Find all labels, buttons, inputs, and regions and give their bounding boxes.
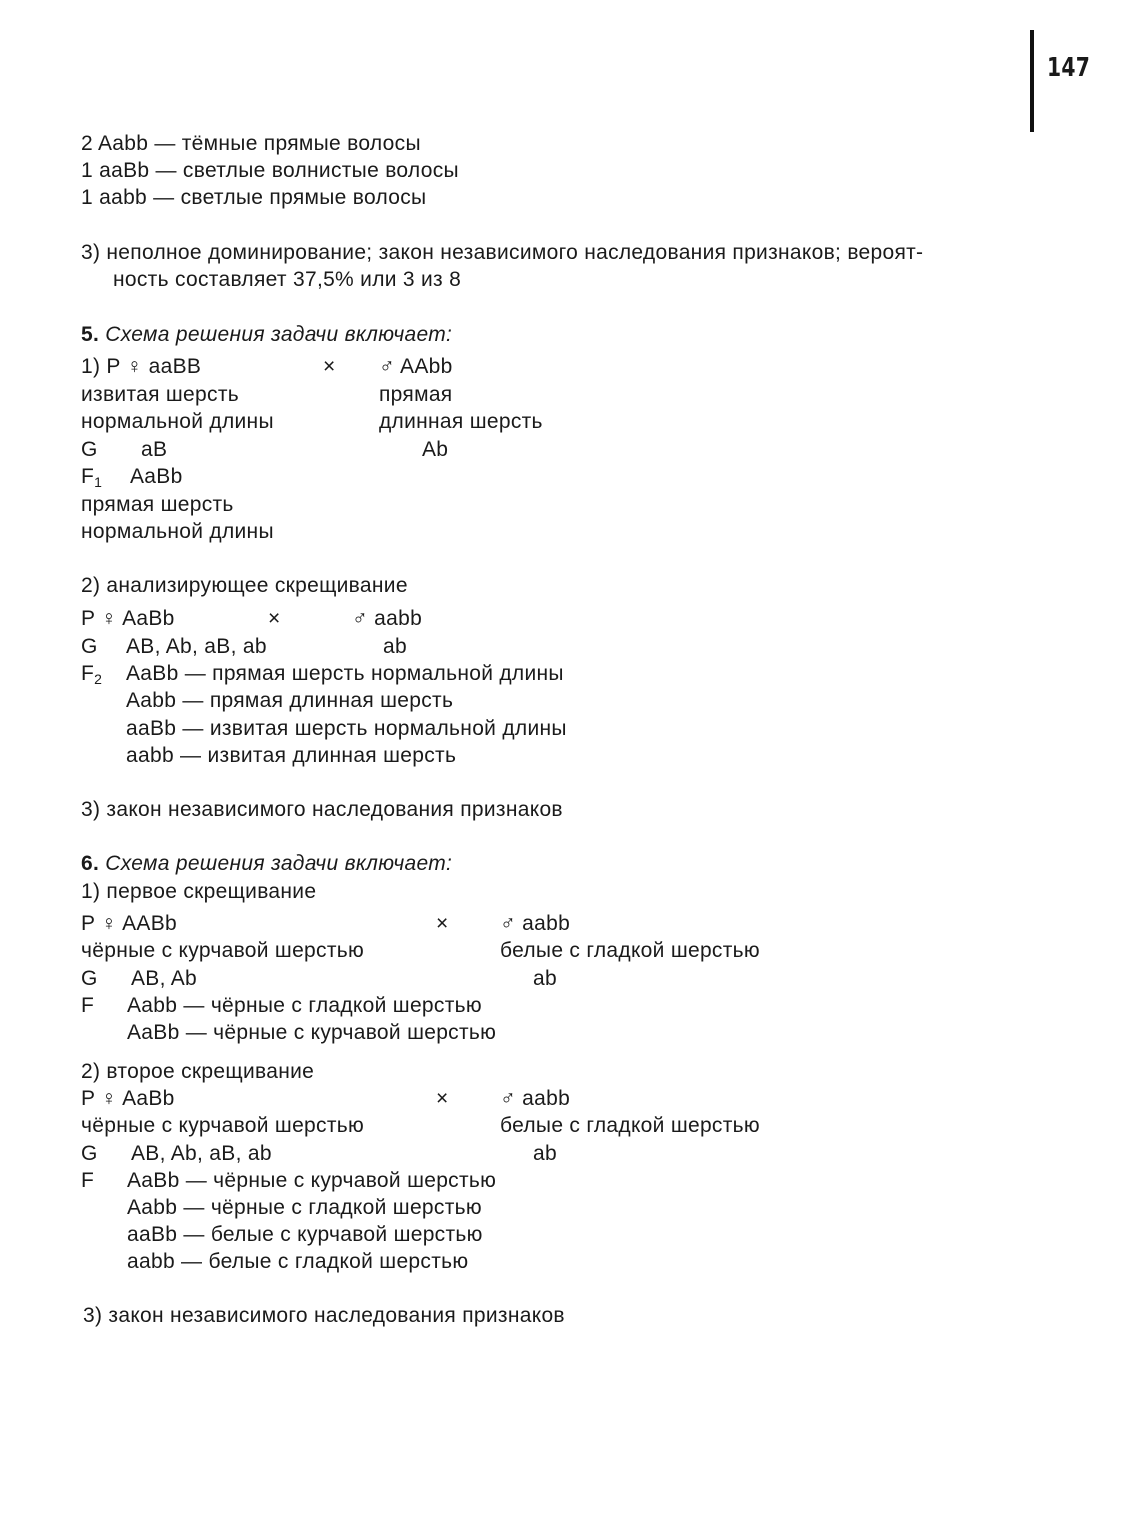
task6-cross2-gametes-left: AB, Ab, aB, ab [131, 1142, 272, 1165]
cross-sign: × [323, 355, 336, 378]
task6-cross2-right-parent: ♂ aabb [500, 1087, 571, 1110]
task5-cross1-gametes-right: Ab [422, 438, 449, 461]
f1-subscript: 1 [94, 474, 103, 490]
task5-cross1-right-trait: длинная шерсть [379, 410, 543, 433]
page-number: 147 [1047, 53, 1091, 83]
offspring-line: aabb — извитая длинная шерсть [126, 744, 457, 767]
cross-sign: × [436, 1087, 449, 1110]
task5-cross1-right-trait: прямая [379, 383, 453, 406]
cross-sign: × [268, 607, 281, 630]
task5-f1-trait: нормальной длины [81, 520, 274, 543]
task6-cross1-gametes-right: ab [533, 967, 557, 990]
task6-heading [81, 853, 452, 874]
task5-cross1-left-parent: 1) P ♀ aaBB [81, 355, 202, 378]
task5-number: 5. [81, 323, 100, 346]
task6-cross2-left-parent: P ♀ AaBb [81, 1087, 175, 1110]
gamete-label: G [81, 635, 98, 658]
task6-cross1-right-parent: ♂ aabb [500, 912, 571, 935]
task5-heading [81, 324, 452, 345]
task6-number: 6. [81, 852, 100, 875]
task6-item2: 2) второе скрещивание [81, 1060, 315, 1083]
task6-cross2-right-trait: белые с гладкой шерстью [500, 1114, 760, 1137]
task5-item2: 2) анализирующее скрещивание [81, 574, 408, 597]
task5-cross1-gametes-left: aB [141, 438, 168, 461]
gamete-label: G [81, 1142, 98, 1165]
intro-item3-line1: 3) неполное доминирование; закон независимого наследования признаков; вероят- [81, 241, 924, 264]
offspring-line: Aabb — чёрные с гладкой шерстью [127, 1196, 482, 1219]
intro-line: 2 Aabb — тёмные прямые волосы [81, 132, 421, 155]
f2-label [81, 662, 103, 687]
task6-cross2-left-trait: чёрные с курчавой шерстью [81, 1114, 365, 1137]
offspring-line: AaBb — прямая шерсть нормальной длины [126, 662, 564, 685]
offspring-line: aaBb — извитая шерсть нормальной длины [126, 717, 567, 740]
intro-line: 1 aaBb — светлые волнистые волосы [81, 159, 459, 182]
task5-cross1-left-trait: нормальной длины [81, 410, 274, 433]
offspring-line: AaBb — чёрные с курчавой шерстью [127, 1169, 497, 1192]
gamete-label: G [81, 967, 98, 990]
task5-item3: 3) закон независимого наследования признаков [81, 798, 563, 821]
task5-cross2-gametes-right: ab [383, 635, 407, 658]
task6-cross1-right-trait: белые с гладкой шерстью [500, 939, 760, 962]
f2-letter: F [81, 662, 95, 685]
task6-cross1-gametes-left: AB, Ab [131, 967, 198, 990]
task6-cross1-left-parent: P ♀ AABb [81, 912, 177, 935]
page-number-rule [1030, 30, 1034, 132]
f-label: F [81, 994, 95, 1017]
task6-item3: 3) закон независимого наследования признаков [83, 1304, 565, 1327]
gamete-label: G [81, 438, 98, 461]
intro-item3-line2: ность составляет 37,5% или 3 из 8 [113, 268, 462, 291]
cross-sign: × [436, 912, 449, 935]
offspring-line: AaBb — чёрные с курчавой шерстью [127, 1021, 497, 1044]
f-label: F [81, 1169, 95, 1192]
task5-f1-genotype: AaBb [130, 465, 183, 488]
task6-heading-text: Схема решения задачи включает: [105, 852, 453, 875]
task5-cross2-gametes-left: AB, Ab, aB, ab [126, 635, 267, 658]
task5-heading-text: Схема решения задачи включает: [105, 323, 453, 346]
offspring-line: aabb — белые с гладкой шерстью [127, 1250, 469, 1273]
task5-cross1-left-trait: извитая шерсть [81, 383, 239, 406]
f2-subscript: 2 [94, 671, 103, 687]
f1-label [81, 465, 103, 490]
task5-cross2-left-parent: P ♀ AaBb [81, 607, 175, 630]
offspring-line: Aabb — прямая длинная шерсть [126, 689, 454, 712]
intro-line: 1 aabb — светлые прямые волосы [81, 186, 427, 209]
task5-f1-trait: прямая шерсть [81, 493, 234, 516]
f1-letter: F [81, 465, 95, 488]
task5-cross2-right-parent: ♂ aabb [352, 607, 423, 630]
task5-cross1-right-parent: ♂ AAbb [379, 355, 453, 378]
task6-cross1-left-trait: чёрные с курчавой шерстью [81, 939, 365, 962]
task6-cross2-gametes-right: ab [533, 1142, 557, 1165]
task6-item1: 1) первое скрещивание [81, 880, 317, 903]
offspring-line: Aabb — чёрные с гладкой шерстью [127, 994, 482, 1017]
offspring-line: aaBb — белые с курчавой шерстью [127, 1223, 483, 1246]
